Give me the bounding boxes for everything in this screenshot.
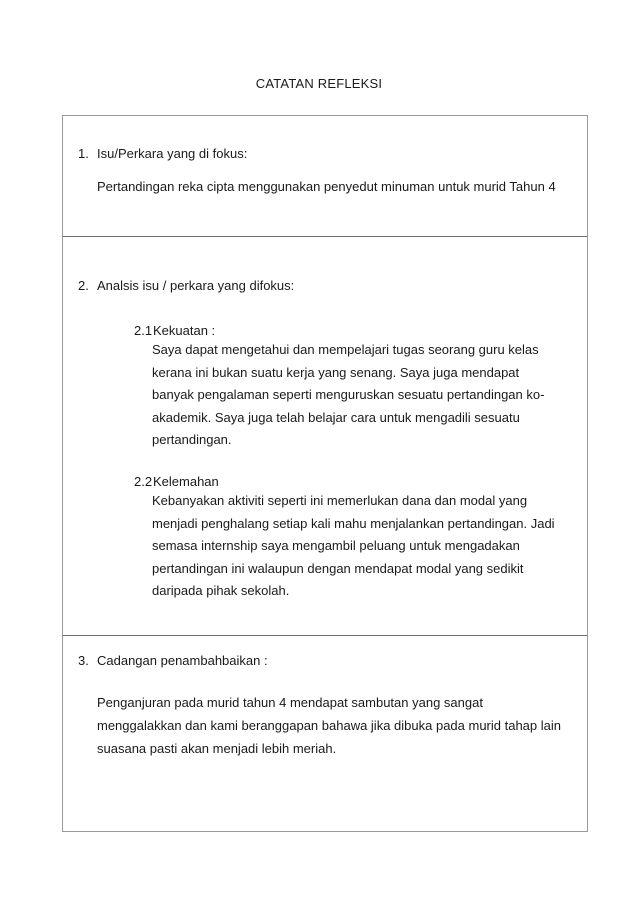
section-2-number: 2. <box>78 278 89 293</box>
page-title: CATATAN REFLEKSI <box>255 76 383 91</box>
subsection-2-2-title: Kelemahan <box>153 474 219 489</box>
subsection-2-2-line: semasa internship saya mengambil peluang untuk mengadakan <box>152 538 520 553</box>
section-1-number: 1. <box>78 146 89 161</box>
subsection-2-2-line: daripada pihak sekolah. <box>152 583 290 598</box>
subsection-2-1-number: 2.1 <box>134 323 153 338</box>
section-1-title: Isu/Perkara yang di fokus: <box>97 146 248 161</box>
section-3-line: suasana pasti akan menjadi lebih meriah. <box>97 741 337 756</box>
subsection-2-1-body <box>152 339 544 452</box>
section-3-number: 3. <box>78 653 89 668</box>
subsection-2-2-heading <box>134 474 219 489</box>
section-1-heading <box>78 146 247 161</box>
subsection-2-1-line: akademik. Saya juga telah belajar cara untuk mengadili sesuatu <box>152 409 520 425</box>
subsection-2-2-line: Kebanyakan aktiviti seperti ini memerlukan dana dan modal yang <box>152 493 528 508</box>
subsection-2-1-title: Kekuatan : <box>153 323 216 338</box>
subsection-2-1-line: kerana ini bukan suatu kerja yang senang. Saya juga mendapat <box>152 364 520 380</box>
section-3-title: Cadangan penambahbaikan : <box>97 653 268 668</box>
section-2-title: Analsis isu / perkara yang difokus: <box>97 278 295 293</box>
section-3-line: Penganjuran pada murid tahun 4 mendapat sambutan yang sangat <box>97 695 483 710</box>
section-1-line: Pertandingan reka cipta menggunakan penyedut minuman untuk murid Tahun 4 <box>97 179 556 194</box>
section-3-heading <box>78 653 268 668</box>
subsection-2-1-line: banyak pengalaman seperti menguruskan sesuatu pertandingan ko- <box>152 387 545 402</box>
subsection-2-1-line: pertandingan. <box>152 432 232 447</box>
subsection-2-2-line: menjadi penghalang setiap kali mahu menjalankan pertandingan. Jadi <box>152 515 555 531</box>
section-3-line: menggalakkan dan kami beranggapan bahawa jika dibuka pada murid tahap lain <box>97 718 561 733</box>
section-divider <box>63 236 587 237</box>
subsection-2-1-line: Saya dapat mengetahui dan mempelajari tugas seorang guru kelas <box>152 342 539 357</box>
reflection-table <box>62 115 588 832</box>
section-2-heading <box>78 278 294 293</box>
section-divider <box>63 635 587 636</box>
subsection-2-1-heading <box>134 323 215 338</box>
section-3-body <box>97 691 561 760</box>
subsection-2-2-body <box>152 490 555 603</box>
subsection-2-2-number: 2.2 <box>134 474 153 489</box>
subsection-2-2-line: pertandingan ini walaupun dengan mendapat modal yang sedikit <box>152 560 524 576</box>
section-1-body <box>97 175 556 198</box>
